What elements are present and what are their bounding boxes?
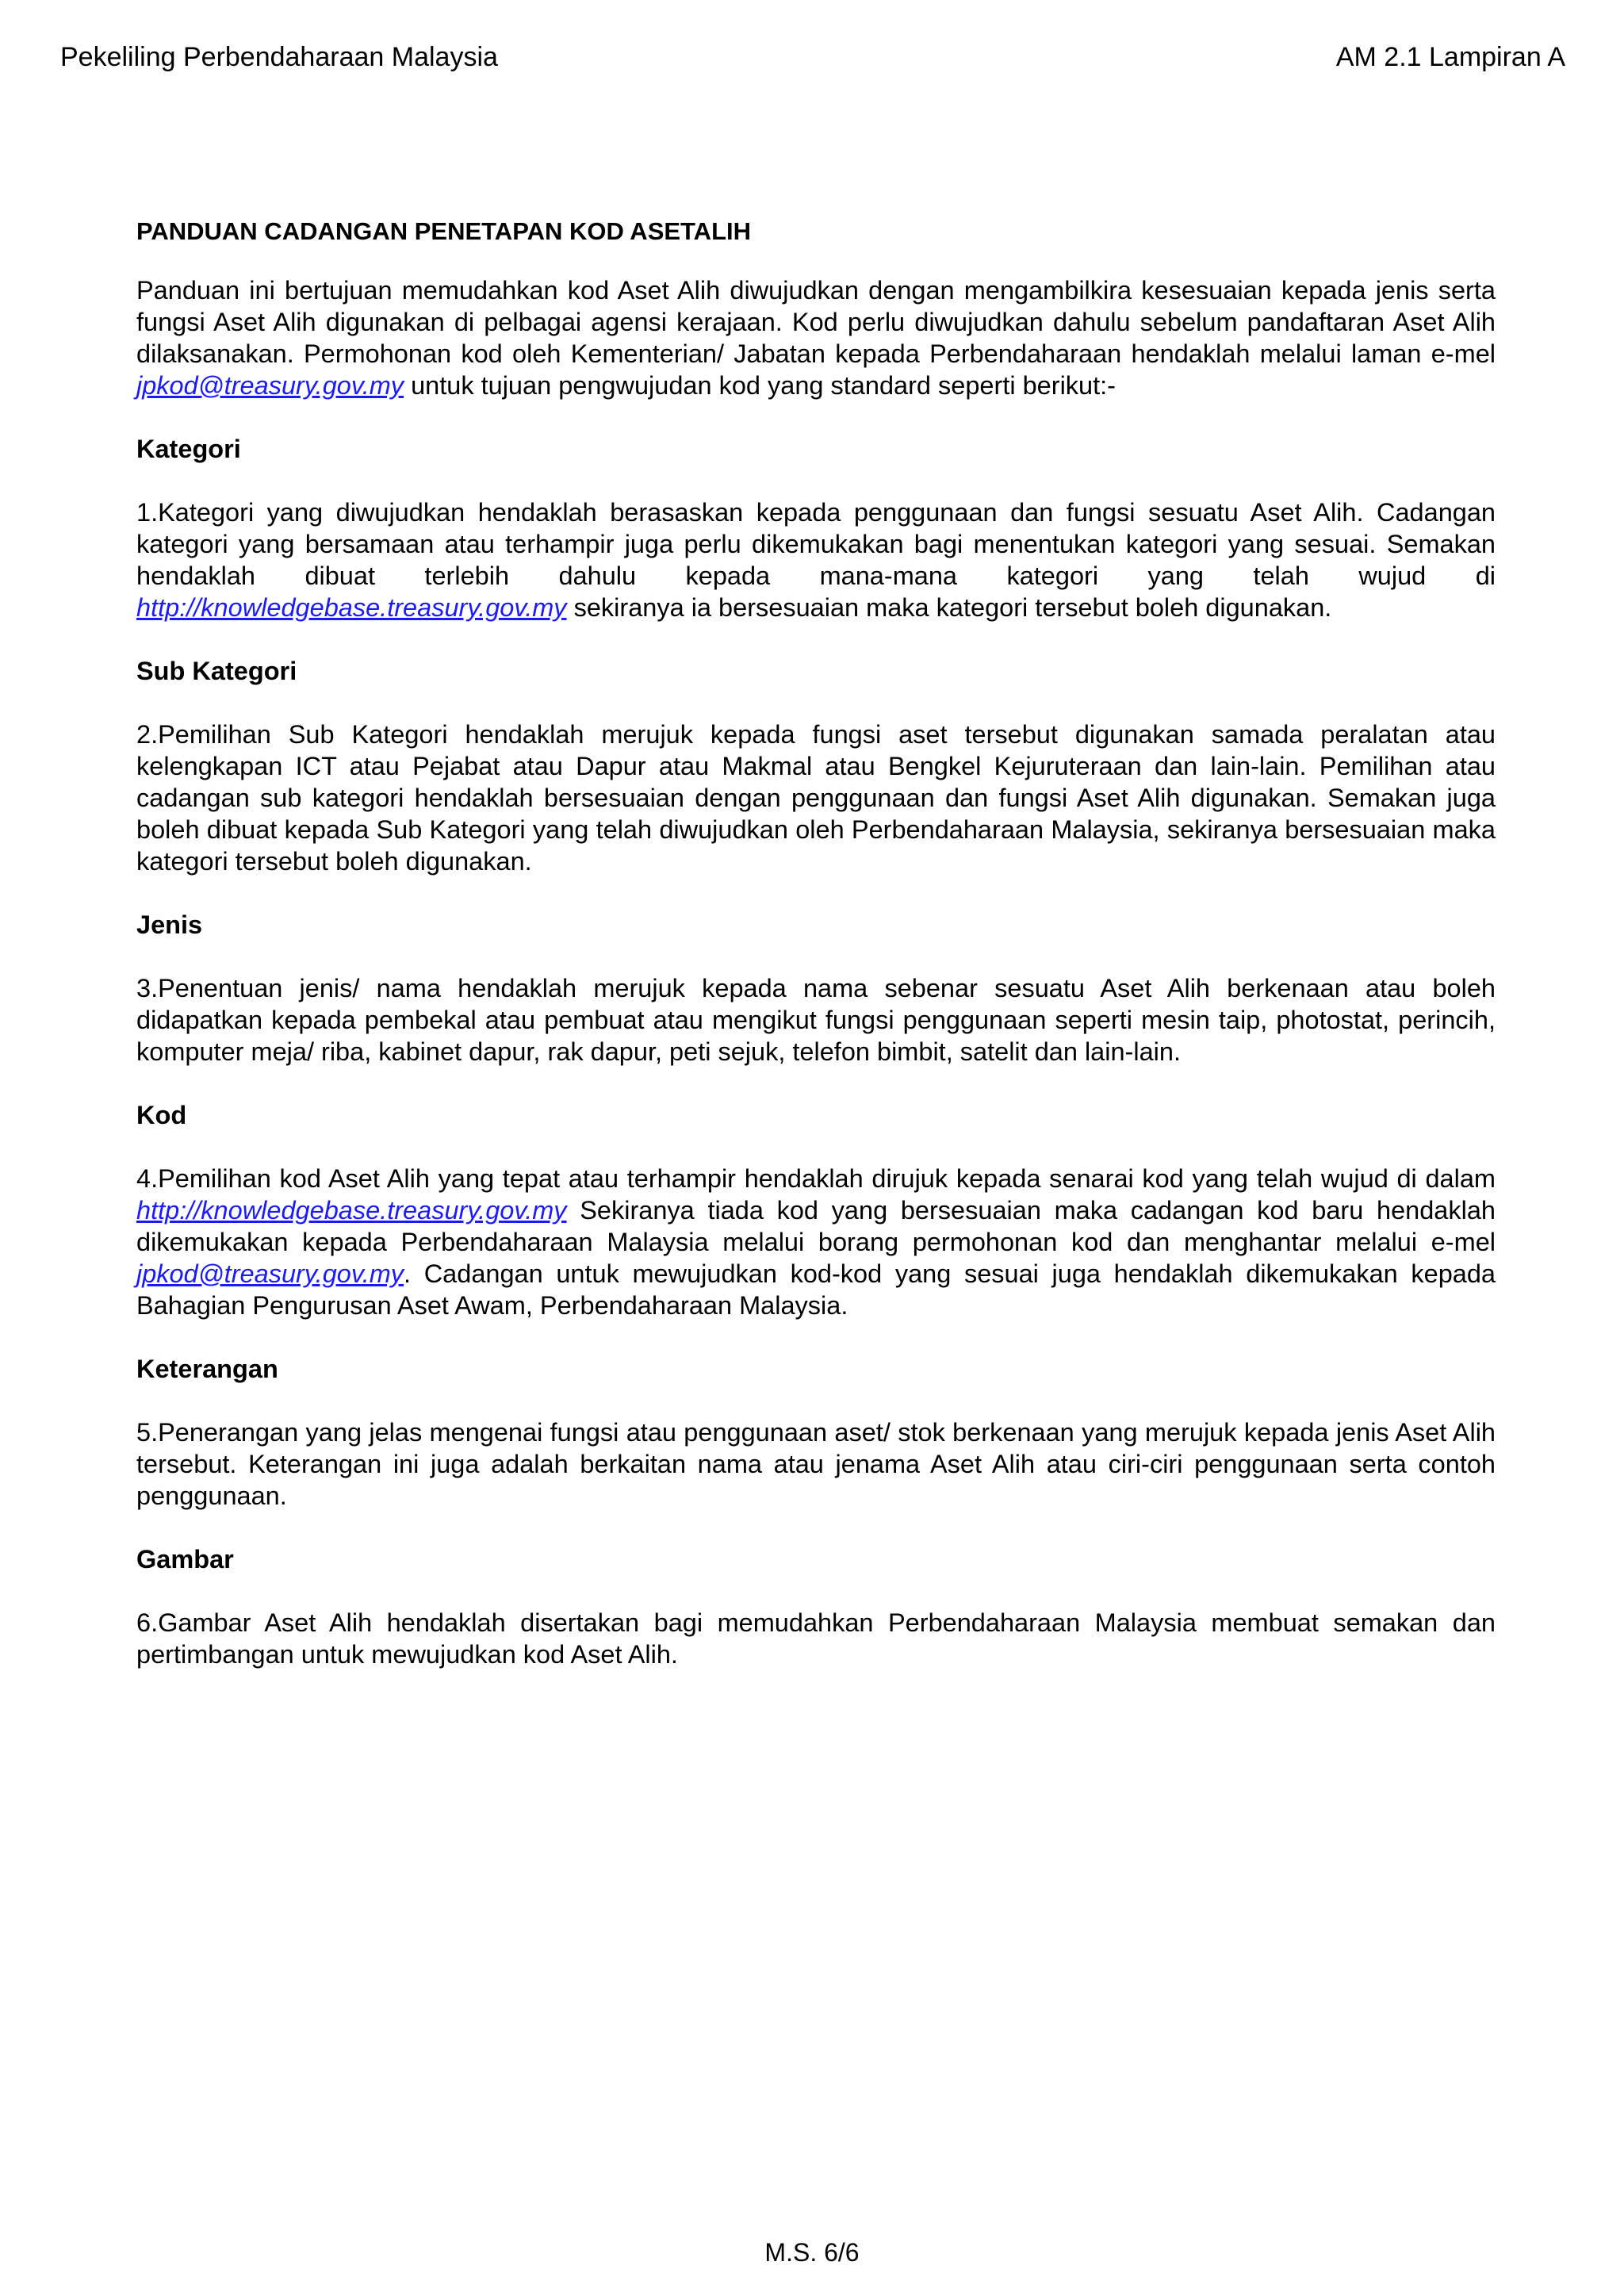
- sub-kategori-text: Pemilihan Sub Kategori hendaklah merujuk kepada fungsi aset tersebut digunakan samada peralatan atau kelengkapan ICT atau Pejabat atau Dapur atau Makmal atau Bengkel Kejuruteraan dan lain-lain. Pemilihan atau cadangan sub kategori hendaklah bersesuaian dengan penggunaan dan fungsi Aset Alih digunakan. Semakan juga boleh dibuat kepada Sub Kategori yang telah diwujudkan oleh Perbendaharaan Malaysia, sekiranya bersesuaian maka kategori tersebut boleh digunakan.: [136, 720, 1496, 876]
- item-number: 1.: [136, 498, 159, 527]
- item-number: 2.: [136, 720, 159, 749]
- section-heading-kod: Kod: [136, 1101, 187, 1129]
- item-number: 5.: [136, 1418, 159, 1447]
- section-paragraph-kod: [136, 1163, 1496, 1321]
- running-header-right: AM 2.1 Lampiran A: [1335, 42, 1565, 72]
- section-heading-kategori: Kategori: [136, 435, 241, 463]
- section-paragraph-kategori: [136, 496, 1496, 623]
- section-paragraph-sub-kategori: [136, 719, 1496, 877]
- keterangan-text: Penerangan yang jelas mengenai fungsi atau penggunaan aset/ stok berkenaan yang merujuk kepada jenis Aset Alih tersebut. Keterangan ini juga adalah berkaitan nama atau jenama Aset Alih atau ciri-ciri penggunaan serta contoh penggunaan.: [136, 1418, 1496, 1510]
- item-number: 4.: [136, 1164, 159, 1193]
- jpkod-email-link[interactable]: jpkod@treasury.gov.my: [136, 371, 404, 400]
- knowledgebase-link[interactable]: http://knowledgebase.treasury.gov.my: [136, 593, 567, 622]
- item-number: 6.: [136, 1608, 159, 1637]
- kod-text-after: . Cadangan untuk mewujudkan kod-kod yang sesuai juga hendaklah dikemukakan kepada Bahagian Pengurusan Aset Awam, Perbendaharaan Malaysia.: [136, 1259, 1496, 1320]
- knowledgebase-link[interactable]: http://knowledgebase.treasury.gov.my: [136, 1196, 567, 1225]
- document-title: PANDUAN CADANGAN PENETAPAN KOD ASETALIH: [136, 217, 751, 245]
- jenis-text: Penentuan jenis/ nama hendaklah merujuk kepada nama sebenar sesuatu Aset Alih berkenaan atau boleh didapatkan kepada pembekal atau pembuat atau mengikut fungsi penggunaan seperti mesin taip, photostat, perincih, komputer meja/ riba, kabinet dapur, rak dapur, peti sejuk, telefon bimbit, satelit dan lain-lain.: [136, 974, 1496, 1066]
- section-paragraph-keterangan: [136, 1416, 1496, 1512]
- document-body: [136, 216, 1496, 1702]
- section-heading-jenis: Jenis: [136, 910, 203, 939]
- intro-text-before: Panduan ini bertujuan memudahkan kod Aset Alih diwujudkan dengan mengambilkira kesesuaian kepada jenis serta fungsi Aset Alih digunakan di pelbagai agensi kerajaan. Kod perlu diwujudkan dahulu sebelum pandaftaran Aset Alih dilaksanakan. Permohonan kod oleh Kementerian/ Jabatan kepada Perbendaharaan hendaklah melalui laman e-mel: [136, 276, 1496, 368]
- kod-text-middle: Sekiranya tiada kod yang bersesuaian maka cadangan kod baru hendaklah dikemukakan kepada Perbendaharaan Malaysia melalui borang permohonan kod dan menghantar melalui e-mel: [136, 1196, 1496, 1256]
- intro-text-after: untuk tujuan pengwujudan kod yang standard seperti berikut:-: [404, 371, 1116, 400]
- section-paragraph-jenis: [136, 972, 1496, 1068]
- section-heading-keterangan: Keterangan: [136, 1355, 278, 1383]
- kod-text-before: Pemilihan kod Aset Alih yang tepat atau terhampir hendaklah dirujuk kepada senarai kod yang telah wujud di dalam: [158, 1164, 1496, 1193]
- item-number: 3.: [136, 974, 159, 1002]
- jpkod-email-link[interactable]: jpkod@treasury.gov.my: [136, 1259, 404, 1288]
- intro-paragraph: [136, 274, 1496, 401]
- gambar-text: Gambar Aset Alih hendaklah disertakan bagi memudahkan Perbendaharaan Malaysia membuat semakan dan pertimbangan untuk mewujudkan kod Aset Alih.: [136, 1608, 1496, 1669]
- page-number: M.S. 6/6: [764, 2238, 860, 2267]
- kategori-text-after: sekiranya ia bersesuaian maka kategori tersebut boleh digunakan.: [566, 593, 1332, 622]
- kategori-text-before: Kategori yang diwujudkan hendaklah berasaskan kepada penggunaan dan fungsi sesuatu Aset Alih. Cadangan kategori yang bersamaan atau terhampir juga perlu dikemukakan bagi menentukan kategori yang sesuai. Semakan hendaklah dibuat terlebih dahulu kepada mana-mana kategori yang telah wujud di: [136, 498, 1496, 590]
- section-paragraph-gambar: [136, 1607, 1496, 1670]
- section-heading-sub-kategori: Sub Kategori: [136, 657, 297, 685]
- running-header-left: Pekeliling Perbendaharaan Malaysia: [60, 42, 498, 72]
- section-heading-gambar: Gambar: [136, 1545, 234, 1573]
